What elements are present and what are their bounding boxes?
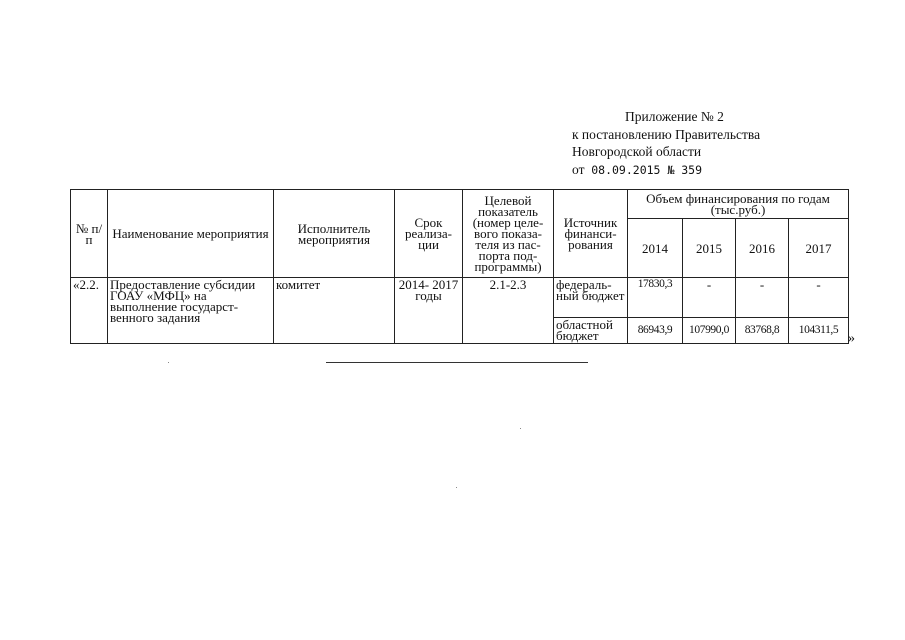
regional-2014: 86943,9 bbox=[628, 318, 683, 344]
header-funding: Объем финансирования по годам (тыс.руб.) bbox=[628, 190, 849, 219]
header-year-2017: 2017 bbox=[789, 219, 849, 278]
row-target: 2.1-2.3 bbox=[463, 278, 554, 344]
date-line bbox=[572, 161, 760, 180]
header-target: Целевой показатель (номер целе- вого показа- теля из пас- порта под- программы) bbox=[463, 190, 554, 278]
header-source: Источник финанси- рования bbox=[554, 190, 628, 278]
header-name: Наименование мероприятия bbox=[108, 190, 274, 278]
header-executor: Исполнитель мероприятия bbox=[274, 190, 395, 278]
resolution-line: к постановлению Правительства bbox=[572, 126, 761, 142]
document-header bbox=[572, 108, 760, 179]
federal-2015: - bbox=[683, 278, 736, 318]
date-prefix: от bbox=[572, 161, 585, 177]
source-federal: федераль- ный бюджет bbox=[554, 278, 628, 318]
header-year-2015: 2015 bbox=[683, 219, 736, 278]
regional-2015: 107990,0 bbox=[683, 318, 736, 344]
date-number: 08.09.2015 № 359 bbox=[591, 162, 703, 177]
federal-2016: - bbox=[736, 278, 789, 318]
header-term: Срок реализа- ции bbox=[395, 190, 463, 278]
federal-2014: 17830,3 bbox=[628, 278, 683, 318]
separator-line bbox=[326, 362, 588, 363]
header-year-2016: 2016 bbox=[736, 219, 789, 278]
appendix-title: Приложение № 2 bbox=[625, 109, 724, 124]
scan-speck bbox=[168, 362, 169, 363]
header-num: № п/п bbox=[71, 190, 108, 278]
row-name: Предоставление субсидии ГОАУ «МФЦ» на выполнение государст- венного задания bbox=[108, 278, 274, 344]
header-year-2014: 2014 bbox=[628, 219, 683, 278]
source-regional: областной бюджет bbox=[554, 318, 628, 344]
row-num: «2.2. bbox=[71, 278, 108, 344]
closing-quote: » bbox=[848, 331, 855, 346]
funding-table bbox=[70, 189, 849, 344]
regional-2016: 83768,8 bbox=[736, 318, 789, 344]
federal-2017: - bbox=[789, 278, 849, 318]
row-executor: комитет bbox=[274, 278, 395, 344]
scan-speck bbox=[456, 487, 457, 488]
scan-speck bbox=[520, 428, 521, 429]
region-line: Новгородской области bbox=[572, 144, 702, 159]
row-term: 2014- 2017 годы bbox=[395, 278, 463, 344]
regional-2017: 104311,5 bbox=[789, 318, 849, 344]
